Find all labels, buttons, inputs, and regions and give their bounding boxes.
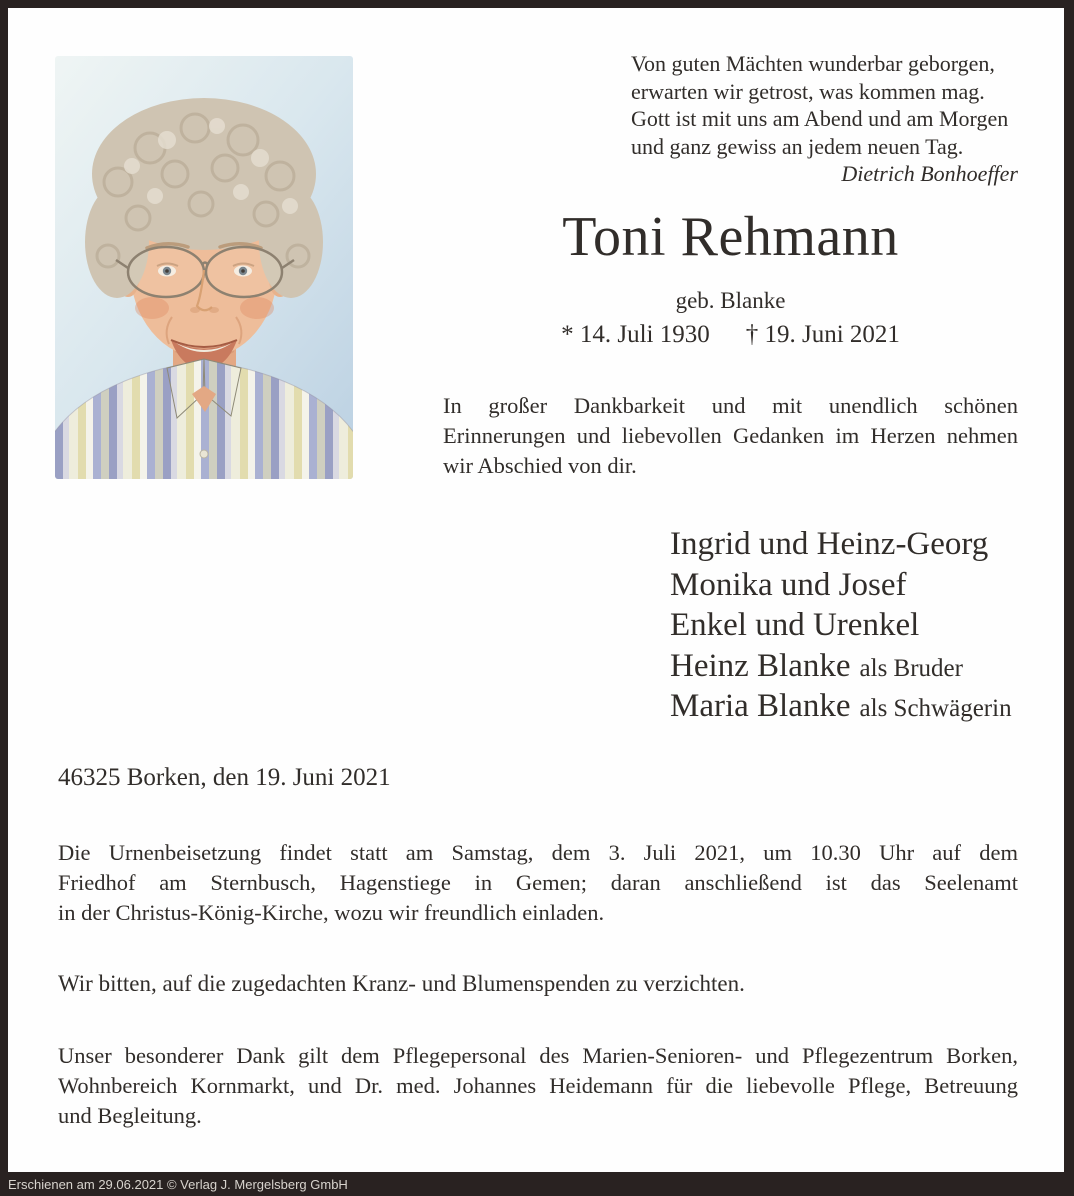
- paragraph-line: Die Urnenbeisetzung findet statt am Samstag, dem 3. Juli 2021, um 10.30 Uhr auf dem: [58, 840, 1018, 865]
- quote-line: erwarten wir getrost, was kommen mag.: [631, 78, 985, 104]
- quote-attribution: Dietrich Bonhoeffer: [841, 161, 1018, 186]
- donation-request-paragraph: Wir bitten, auf die zugedachten Kranz- und Blumenspenden zu verzichten.: [58, 971, 745, 996]
- mourner-row: [670, 565, 1012, 606]
- publisher-credit: Erschienen am 29.06.2021 © Verlag J. Mergelsberg GmbH: [8, 1176, 348, 1192]
- paragraph-line: in der Christus-König-Kirche, wozu wir freundlich einladen.: [58, 900, 605, 925]
- mourners-list: [670, 524, 1012, 727]
- deceased-name: Toni Rehmann: [562, 206, 899, 268]
- birth-date: * 14. Juli 1930: [561, 321, 710, 348]
- funeral-notice-paragraph: [58, 838, 1018, 928]
- mourner-relation: als Bruder: [859, 654, 963, 682]
- paragraph-line: Wohnbereich Kornmarkt, und Dr. med. Johannes Heidemann für die liebevolle Pflege, Betreuung: [58, 1073, 1018, 1098]
- mourner-name: Enkel und Urenkel: [670, 607, 920, 643]
- mourner-row: [670, 524, 1012, 565]
- mourner-row: [670, 605, 1012, 646]
- quote-block: [631, 50, 1018, 188]
- portrait-photo: [55, 56, 353, 479]
- paragraph-line: wir Abschied von dir.: [443, 453, 637, 478]
- mourner-name: Monika und Josef: [670, 566, 907, 603]
- acknowledgement-paragraph: [58, 1041, 1018, 1131]
- place-date-line: 46325 Borken, den 19. Juni 2021: [58, 764, 391, 791]
- mourner-row: [670, 686, 1012, 727]
- quote-line: Gott ist mit uns am Abend und am Morgen: [631, 106, 1009, 131]
- maiden-name: geb. Blanke: [675, 288, 786, 313]
- intro-paragraph: [443, 391, 1018, 481]
- quote-line: Von guten Mächten wunderbar geborgen,: [631, 51, 995, 76]
- footer-bar: [0, 1172, 1074, 1196]
- paragraph-line: In großer Dankbarkeit und mit unendlich schönen: [443, 393, 1018, 418]
- paragraph-line: und Begleitung.: [58, 1103, 202, 1128]
- death-date: † 19. Juni 2021: [745, 321, 900, 348]
- mourner-name: Maria Blanke: [670, 688, 851, 724]
- life-dates: [443, 321, 1018, 350]
- mourner-name: Heinz Blanke: [670, 647, 851, 684]
- quote-line: und ganz gewiss an jedem neuen Tag.: [631, 133, 964, 159]
- mourner-row: [670, 646, 1012, 687]
- portrait-illustration: [55, 56, 353, 479]
- mourner-name: Ingrid und Heinz-Georg: [670, 526, 989, 562]
- paragraph-line: Unser besonderer Dank gilt dem Pflegepersonal des Marien-Senioren- und Pflegezentrum Borken,: [58, 1043, 1018, 1068]
- paragraph-line: Erinnerungen und liebevollen Gedanken im Herzen nehmen: [443, 423, 1018, 448]
- paragraph-line: Friedhof am Sternbusch, Hagenstiege in Gemen; daran anschließend ist das Seelenamt: [58, 870, 1018, 895]
- mourner-relation: als Schwägerin: [859, 695, 1012, 722]
